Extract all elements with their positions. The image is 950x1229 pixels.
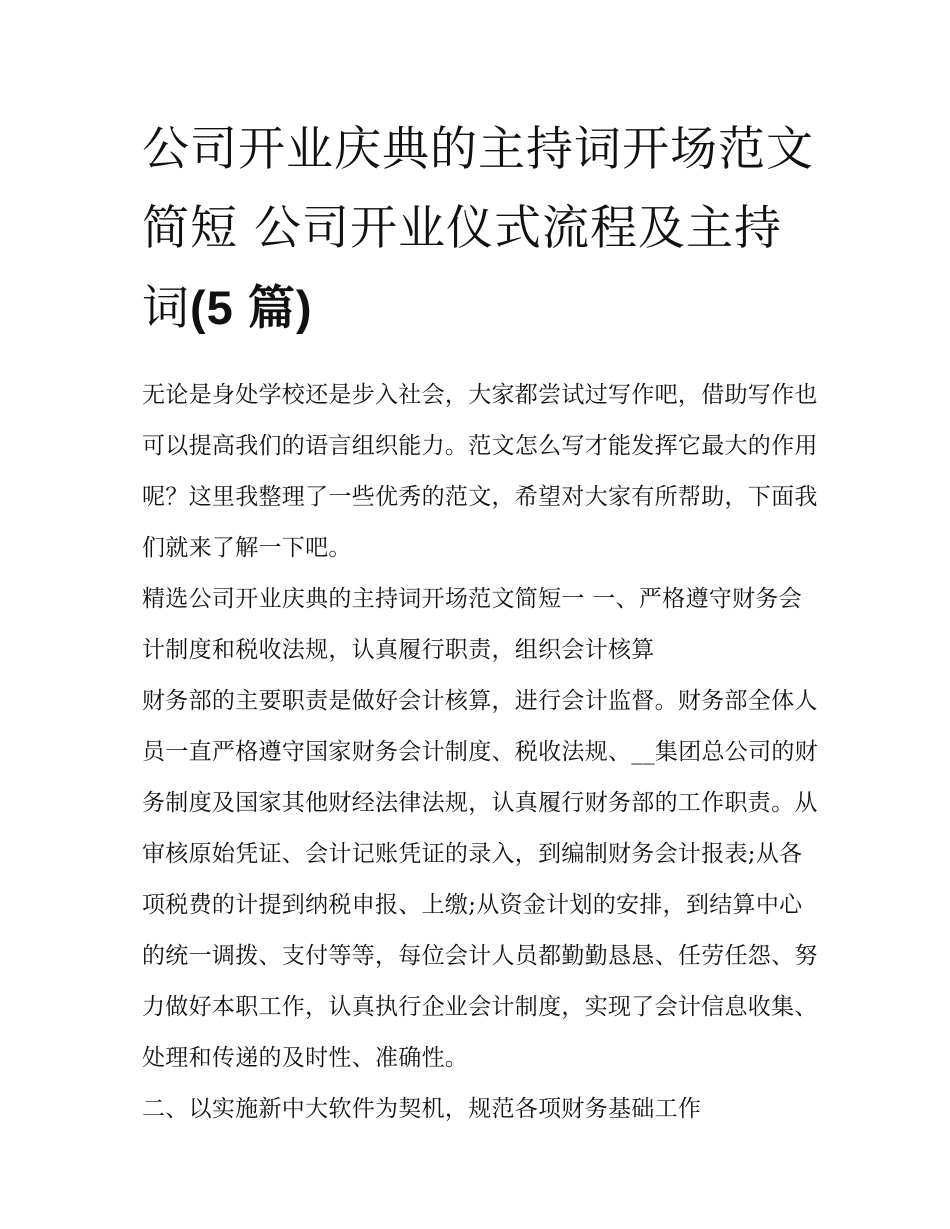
document-title	[142, 110, 822, 348]
paragraph-section-heading-2: 二、以实施新中大软件为契机，规范各项财务基础工作	[142, 1096, 702, 1122]
paragraph-finance-duties: 财务部的主要职责是做好会计核算，进行会计监督。财务部全体人员一直严格遵守国家财务会计制度、税收法规、__集团总公司的财务制度及国家其他财经法律法规，认真履行财务部的工作职责。从审核原始凭证、会计记账凭证的录入，到编制财务会计报表;从各项税费的计提到纳税申报、上缴;从资金计划的安排，到结算中心的统一调拨、支付等等，每位会计人员都勤勤恳恳、任劳任怨、努力做好本职工作，认真执行企业会计制度，实现了会计信息收集、处理和传递的及时性、准确性。	[142, 688, 818, 1071]
paragraph-intro: 无论是身处学校还是步入社会，大家都尝试过写作吧，借助写作也可以提高我们的语言组织能力。范文怎么写才能发挥它最大的作用呢？这里我整理了一些优秀的范文，希望对大家有所帮助，下面我们就来了解一下吧。	[142, 382, 818, 561]
title-main-text: 公司开业庆典的主持词开场范文简短 公司开业仪式流程及主持词	[142, 122, 814, 336]
document-body	[142, 370, 822, 1135]
paragraph-section-heading-1: 精选公司开业庆典的主持词开场范文简短一 一、严格遵守财务会计制度和税收法规，认真履行职责，组织会计核算	[142, 586, 803, 663]
title-suffix-text: (5 篇)	[190, 281, 313, 334]
